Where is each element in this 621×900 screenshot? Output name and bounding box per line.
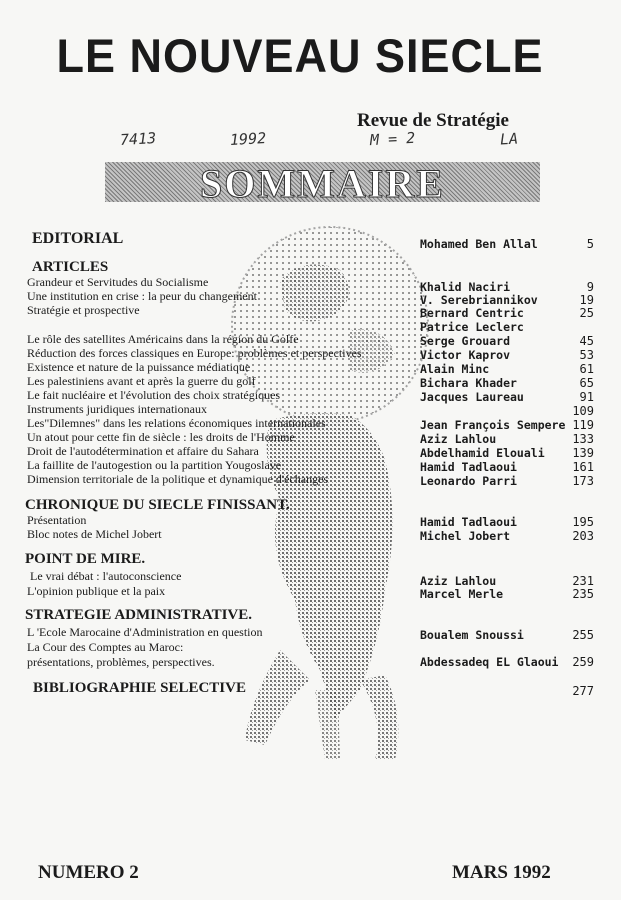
author-name: Khalid Naciri xyxy=(420,280,511,294)
author-name: Hamid Tadlaoui xyxy=(420,515,517,529)
page-number: 119 xyxy=(572,418,594,432)
author-name: Boualem Snoussi xyxy=(420,628,524,642)
article-title: Une institution en crise : la peur du changement xyxy=(27,289,257,303)
issue-number: NUMERO 2 xyxy=(38,862,139,883)
article-title: La faillite de l'autogestion ou la partition Yougoslave xyxy=(27,458,282,472)
section-articles: ARTICLES xyxy=(32,259,109,275)
author-name: Aziz Lahlou xyxy=(420,574,497,588)
section-bibliographie: BIBLIOGRAPHIE SELECTIVE xyxy=(33,680,246,696)
sommaire-heading: SOMMAIRE xyxy=(200,161,445,206)
page-number: 45 xyxy=(579,334,594,348)
article-title: Le vrai débat : l'autoconscience xyxy=(30,569,182,583)
page-number: 9 xyxy=(586,280,594,294)
page-number: 25 xyxy=(579,306,594,320)
article-title: Droit de l'autodétermination et affaire du Sahara xyxy=(27,444,259,458)
author-name: Abdelhamid Elouali xyxy=(420,446,545,460)
handwritten-note: M = 2 xyxy=(369,128,416,150)
issue-date: MARS 1992 xyxy=(452,862,551,883)
page-number: 277 xyxy=(572,684,594,698)
section-point-de-mire: POINT DE MIRE. xyxy=(25,551,146,567)
section-chronique: CHRONIQUE DU SIECLE FINISSANT. xyxy=(25,497,290,513)
journal-subtitle: Revue de Stratégie xyxy=(357,110,509,131)
author-name: Aziz Lahlou xyxy=(420,432,497,446)
page-number: 53 xyxy=(579,348,594,362)
page-number: 161 xyxy=(572,460,594,474)
article-title: La Cour des Comptes au Maroc: xyxy=(27,640,184,654)
page-number: 203 xyxy=(572,529,594,543)
article-title: L'opinion publique et la paix xyxy=(27,584,166,598)
journal-title: LE NOUVEAU SIECLE xyxy=(56,28,544,83)
page-number: 133 xyxy=(572,432,594,446)
author-name: Bernard Centric xyxy=(420,306,524,320)
article-title: Stratégie et prospective xyxy=(27,303,140,317)
author-name: Alain Minc xyxy=(420,362,490,376)
page-number: 19 xyxy=(579,293,594,307)
page-number: 259 xyxy=(572,655,594,669)
article-title: Grandeur et Servitudes du Socialisme xyxy=(27,275,209,289)
page-number: 173 xyxy=(572,474,594,488)
page-number: 195 xyxy=(572,515,594,529)
author-name: Mohamed Ben Allal xyxy=(420,237,538,251)
page-number: 255 xyxy=(572,628,594,642)
page-number: 5 xyxy=(586,237,594,251)
author-name: Jacques Laureau xyxy=(420,390,524,404)
article-title: Instruments juridiques internationaux xyxy=(27,402,207,416)
article-title: Les palestiniens avant et après la guerre du golf xyxy=(27,374,256,388)
article-title: Existence et nature de la puissance médiatique xyxy=(27,360,251,374)
author-name: Patrice Leclerc xyxy=(420,320,524,334)
article-title: Un atout pour cette fin de siècle : les droits de l'Homme xyxy=(27,430,295,444)
author-name: Bichara Khader xyxy=(420,376,517,390)
page-number: 231 xyxy=(572,574,594,588)
article-title: Le fait nucléaire et l'évolution des choix stratégiques xyxy=(27,388,281,402)
section-editorial: EDITORIAL xyxy=(32,230,124,247)
author-name: Victor Kaprov xyxy=(420,348,511,362)
article-title: présentations, problèmes, perspectives. xyxy=(27,655,215,669)
article-title: Bloc notes de Michel Jobert xyxy=(27,527,162,541)
author-name: Jean François Sempere xyxy=(420,418,566,432)
page-number: 139 xyxy=(572,446,594,460)
page-number: 65 xyxy=(579,376,594,390)
article-title: Réduction des forces classiques en Europe: problèmes et perspectives xyxy=(27,346,362,360)
section-strategie-administrative: STRATEGIE ADMINISTRATIVE. xyxy=(25,607,252,623)
page-number: 91 xyxy=(579,390,594,404)
author-name: Abdessadeq EL Glaoui xyxy=(420,655,559,669)
article-title: Dimension territoriale de la politique et dynamique d'échanges xyxy=(27,472,329,486)
article-title: Les"Dilemnes" dans les relations économiques internationales xyxy=(27,416,326,430)
author-name: Michel Jobert xyxy=(420,529,511,543)
page-number: 61 xyxy=(579,362,594,376)
article-title: L 'Ecole Marocaine d'Administration en question xyxy=(27,625,263,639)
author-name: Marcel Merle xyxy=(420,587,504,601)
handwritten-note: 7413 xyxy=(119,129,157,149)
page-number: 109 xyxy=(572,404,594,418)
handwritten-note: LA xyxy=(499,129,519,149)
author-name: Serge Grouard xyxy=(420,334,511,348)
page-number: 235 xyxy=(572,587,594,601)
author-name: Hamid Tadlaoui xyxy=(420,460,517,474)
author-name: V. Serebriannikov xyxy=(420,293,538,307)
handwritten-note: 1992 xyxy=(229,129,267,149)
author-name: Leonardo Parri xyxy=(420,474,517,488)
article-title: Le rôle des satellites Américains dans la région du Golfe xyxy=(27,332,299,346)
article-title: Présentation xyxy=(27,513,87,527)
